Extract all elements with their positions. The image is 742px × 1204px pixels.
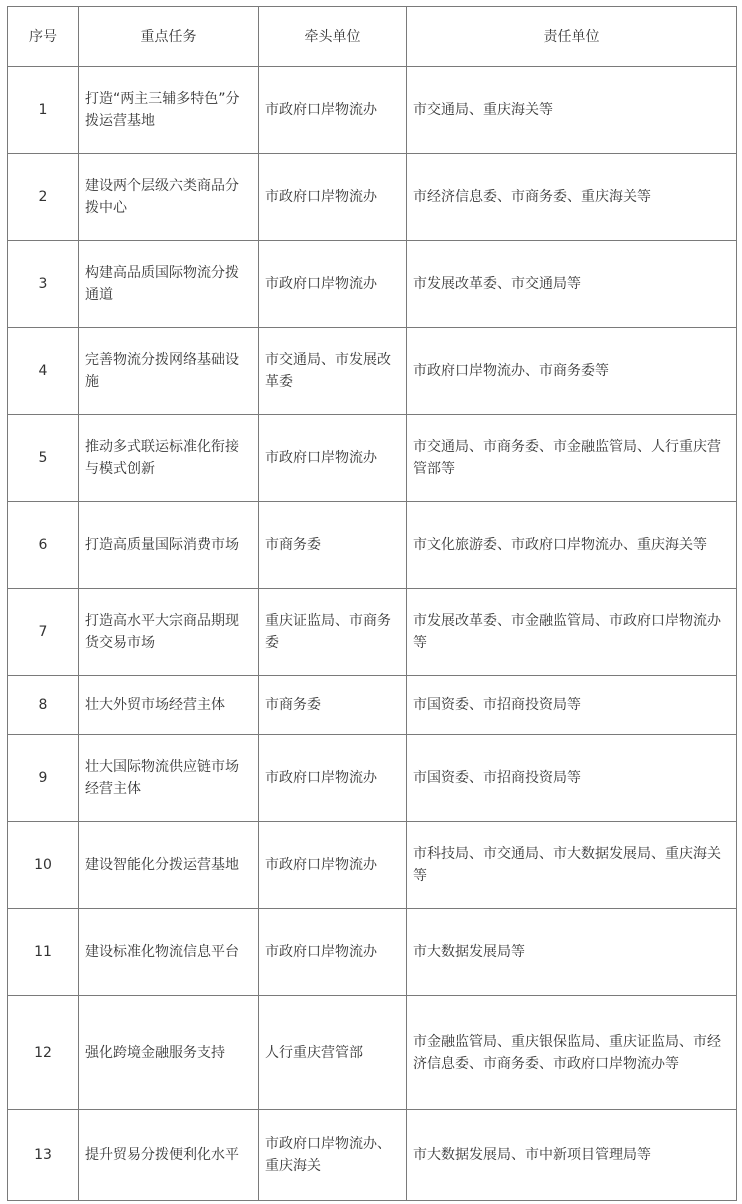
table-row [8, 67, 737, 154]
table-row [8, 735, 737, 822]
row-task: 打造“两主三辅多特色”分拨运营基地 [79, 67, 259, 154]
row-responsible-unit: 市政府口岸物流办、市商务委等 [407, 328, 737, 415]
row-serial-no: 6 [8, 502, 79, 589]
row-task: 壮大外贸市场经营主体 [79, 676, 259, 735]
row-responsible-unit: 市金融监管局、重庆银保监局、重庆证监局、市经济信息委、市商务委、市政府口岸物流办等 [407, 996, 737, 1110]
row-lead-unit: 市交通局、市发展改革委 [259, 328, 407, 415]
row-task: 建设智能化分拨运营基地 [79, 822, 259, 909]
row-task: 推动多式联运标准化衔接与模式创新 [79, 415, 259, 502]
row-responsible-unit: 市发展改革委、市交通局等 [407, 241, 737, 328]
row-lead-unit: 市政府口岸物流办 [259, 909, 407, 996]
row-task: 打造高水平大宗商品期现货交易市场 [79, 589, 259, 676]
row-responsible-unit: 市经济信息委、市商务委、重庆海关等 [407, 154, 737, 241]
row-serial-no: 11 [8, 909, 79, 996]
row-responsible-unit: 市国资委、市招商投资局等 [407, 735, 737, 822]
row-task: 打造高质量国际消费市场 [79, 502, 259, 589]
row-responsible-unit: 市交通局、市商务委、市金融监管局、人行重庆营管部等 [407, 415, 737, 502]
row-serial-no: 8 [8, 676, 79, 735]
row-task: 建设两个层级六类商品分拨中心 [79, 154, 259, 241]
row-responsible-unit: 市大数据发展局等 [407, 909, 737, 996]
row-task: 强化跨境金融服务支持 [79, 996, 259, 1110]
row-responsible-unit: 市国资委、市招商投资局等 [407, 676, 737, 735]
row-lead-unit: 市商务委 [259, 676, 407, 735]
header-key-task: 重点任务 [79, 7, 259, 67]
row-lead-unit: 市政府口岸物流办、重庆海关 [259, 1110, 407, 1201]
row-serial-no: 12 [8, 996, 79, 1110]
row-responsible-unit: 市文化旅游委、市政府口岸物流办、重庆海关等 [407, 502, 737, 589]
row-task: 构建高品质国际物流分拨通道 [79, 241, 259, 328]
row-lead-unit: 市政府口岸物流办 [259, 154, 407, 241]
row-responsible-unit: 市发展改革委、市金融监管局、市政府口岸物流办等 [407, 589, 737, 676]
row-responsible-unit: 市科技局、市交通局、市大数据发展局、重庆海关等 [407, 822, 737, 909]
row-lead-unit: 市政府口岸物流办 [259, 415, 407, 502]
row-serial-no: 1 [8, 67, 79, 154]
table-row [8, 909, 737, 996]
row-serial-no: 13 [8, 1110, 79, 1201]
row-lead-unit: 市政府口岸物流办 [259, 241, 407, 328]
row-lead-unit: 人行重庆营管部 [259, 996, 407, 1110]
row-serial-no: 7 [8, 589, 79, 676]
row-lead-unit: 市政府口岸物流办 [259, 67, 407, 154]
row-serial-no: 3 [8, 241, 79, 328]
table-row [8, 328, 737, 415]
table-row [8, 1110, 737, 1201]
table-header-row [8, 7, 737, 67]
table-row [8, 676, 737, 735]
row-task: 建设标准化物流信息平台 [79, 909, 259, 996]
table-row [8, 502, 737, 589]
table-row [8, 996, 737, 1110]
key-tasks-table [7, 6, 737, 1201]
row-lead-unit: 市政府口岸物流办 [259, 735, 407, 822]
row-responsible-unit: 市大数据发展局、市中新项目管理局等 [407, 1110, 737, 1201]
row-lead-unit: 市商务委 [259, 502, 407, 589]
table-row [8, 589, 737, 676]
row-task: 壮大国际物流供应链市场经营主体 [79, 735, 259, 822]
row-responsible-unit: 市交通局、重庆海关等 [407, 67, 737, 154]
row-serial-no: 2 [8, 154, 79, 241]
table-row [8, 241, 737, 328]
header-serial-no: 序号 [8, 7, 79, 67]
table-row [8, 154, 737, 241]
row-task: 提升贸易分拨便利化水平 [79, 1110, 259, 1201]
row-serial-no: 10 [8, 822, 79, 909]
row-serial-no: 4 [8, 328, 79, 415]
row-lead-unit: 重庆证监局、市商务委 [259, 589, 407, 676]
row-task: 完善物流分拨网络基础设施 [79, 328, 259, 415]
row-serial-no: 9 [8, 735, 79, 822]
header-responsible-unit: 责任单位 [407, 7, 737, 67]
header-lead-unit: 牵头单位 [259, 7, 407, 67]
row-lead-unit: 市政府口岸物流办 [259, 822, 407, 909]
row-serial-no: 5 [8, 415, 79, 502]
table-row [8, 415, 737, 502]
table-row [8, 822, 737, 909]
